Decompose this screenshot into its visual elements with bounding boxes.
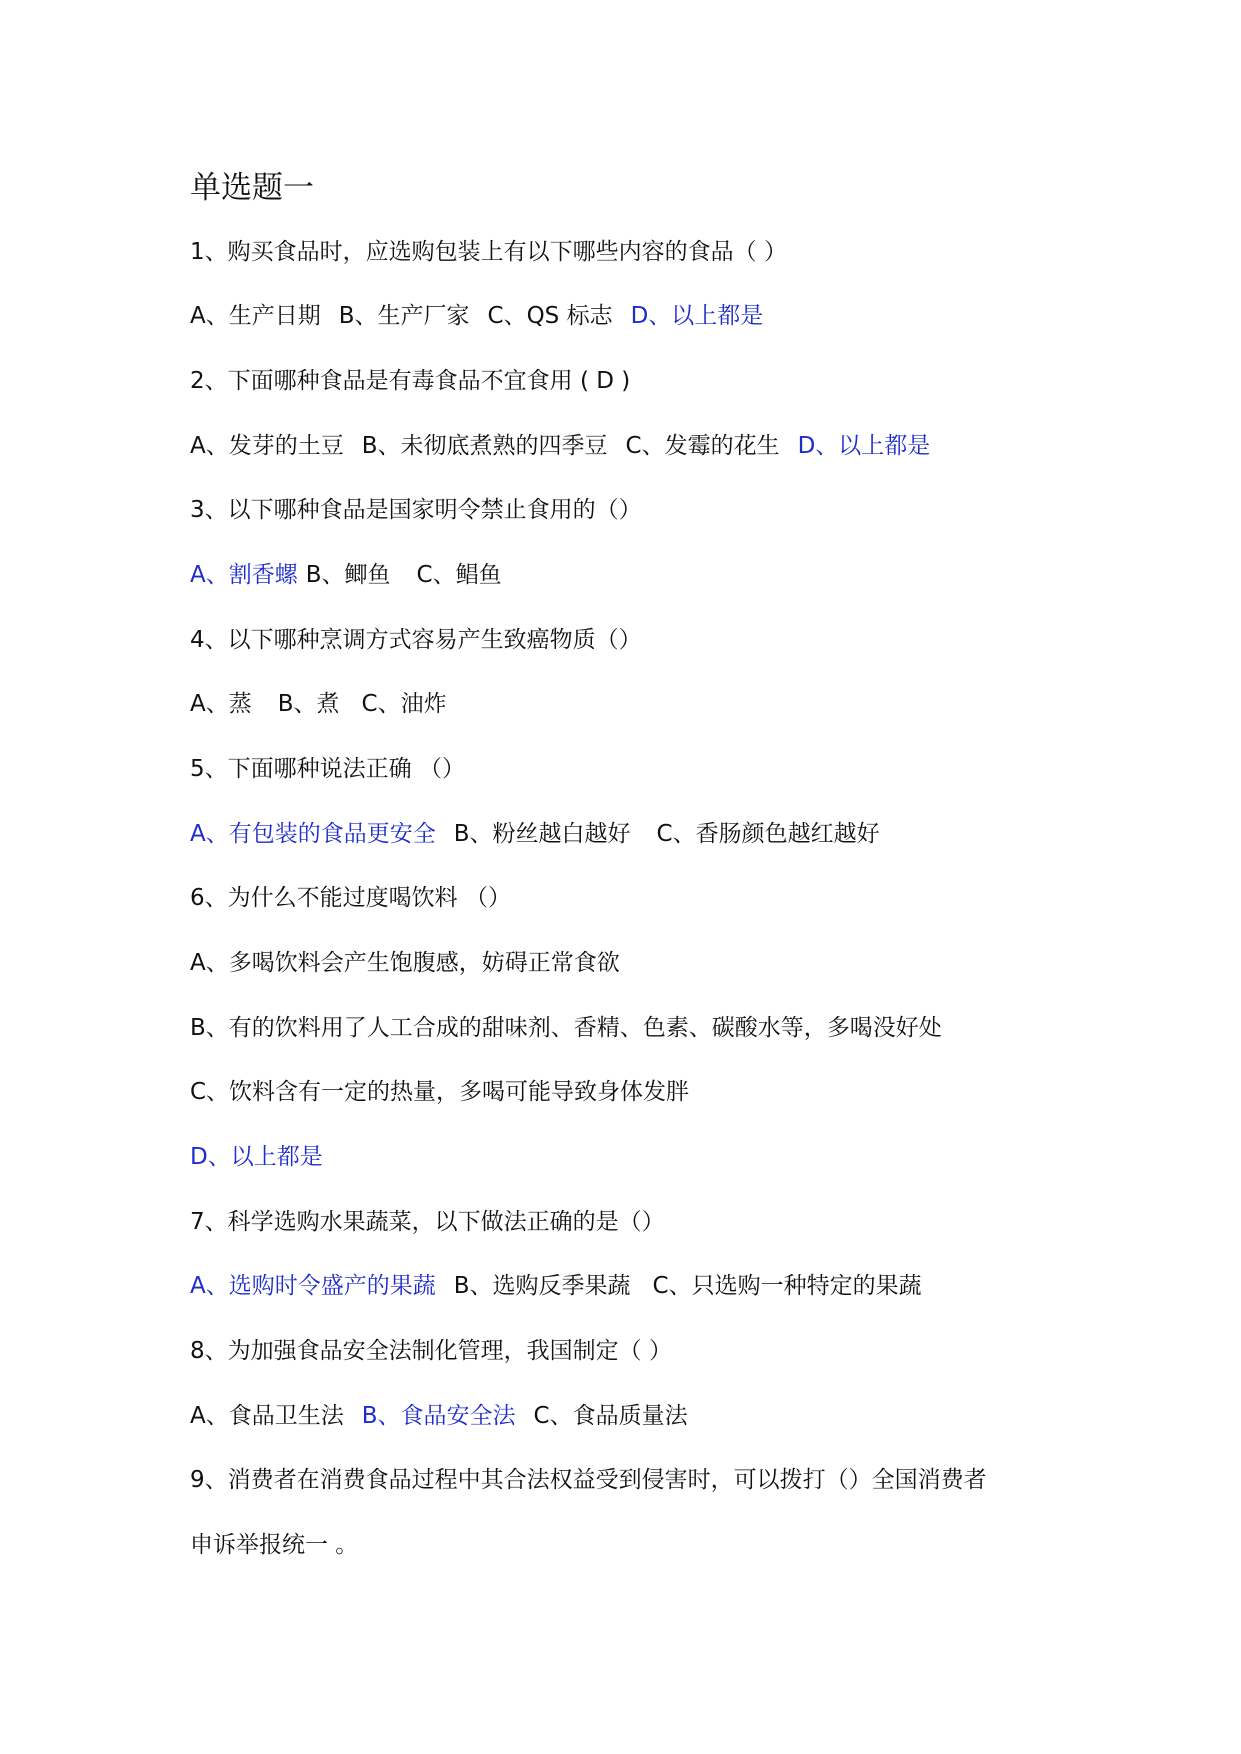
question-7-stem: 7、科学选购水果蔬菜，以下做法正确的是（） bbox=[190, 1209, 665, 1235]
question-2-stem: 2、下面哪种食品是有毒食品不宜食用 ( D ) bbox=[190, 368, 631, 394]
q8-option-b-answer: B、食品安全法 bbox=[361, 1403, 516, 1429]
q8-option-c: C、食品质量法 bbox=[533, 1403, 688, 1429]
q8-option-a: A、食品卫生法 bbox=[190, 1403, 344, 1429]
q6-option-b: B、有的饮料用了人工合成的甜味剂、香精、色素、碳酸水等，多喝没好处 bbox=[190, 1015, 942, 1041]
question-4-stem: 4、以下哪种烹调方式容易产生致癌物质（） bbox=[190, 627, 642, 653]
page-title: 单选题一 bbox=[190, 170, 314, 206]
q2-option-d-answer: D、以上都是 bbox=[797, 433, 931, 459]
q5-option-b: B、粉丝越白越好 bbox=[453, 821, 631, 847]
question-5-stem: 5、下面哪种说法正确 （） bbox=[190, 756, 465, 782]
question-6-stem: 6、为什么不能过度喝饮料 （） bbox=[190, 885, 511, 911]
question-1-options bbox=[190, 300, 763, 332]
question-9-stem-line-2: 申诉举报统一 。 bbox=[190, 1532, 359, 1558]
q7-option-a-answer: A、选购时令盛产的果蔬 bbox=[190, 1273, 436, 1299]
q4-option-a: A、蒸 bbox=[190, 691, 252, 717]
q1-option-a: A、生产日期 bbox=[190, 303, 321, 329]
q2-option-a: A、发芽的土豆 bbox=[190, 433, 344, 459]
q3-option-a-answer: A、割香螺 bbox=[190, 562, 298, 588]
q1-option-c: C、QS 标志 bbox=[487, 303, 613, 329]
question-7-options bbox=[190, 1270, 922, 1302]
question-8-options bbox=[190, 1400, 688, 1432]
q7-option-c: C、只选购一种特定的果蔬 bbox=[652, 1273, 922, 1299]
question-3-options bbox=[190, 559, 502, 591]
q1-option-d-answer: D、以上都是 bbox=[630, 303, 764, 329]
q3-option-b: B、鲫鱼 bbox=[305, 562, 391, 588]
q3-option-c: C、鲳鱼 bbox=[416, 562, 502, 588]
q6-option-a: A、多喝饮料会产生饱腹感，妨碍正常食欲 bbox=[190, 950, 620, 976]
q6-option-d-answer: D、以上都是 bbox=[190, 1144, 323, 1170]
question-5-options bbox=[190, 818, 880, 850]
q2-option-b: B、未彻底煮熟的四季豆 bbox=[361, 433, 608, 459]
question-8-stem: 8、为加强食品安全法制化管理，我国制定（ ） bbox=[190, 1338, 672, 1364]
q4-option-b: B、煮 bbox=[277, 691, 340, 717]
question-9-stem-line-1: 9、消费者在消费食品过程中其合法权益受到侵害时，可以拨打（）全国消费者 bbox=[190, 1467, 987, 1493]
q4-option-c: C、油炸 bbox=[361, 691, 447, 717]
question-1-stem: 1、购买食品时，应选购包装上有以下哪些内容的食品（ ） bbox=[190, 239, 787, 265]
question-2-options bbox=[190, 430, 930, 462]
q5-option-a-answer: A、有包装的食品更安全 bbox=[190, 821, 436, 847]
question-4-options bbox=[190, 688, 447, 720]
q7-option-b: B、选购反季果蔬 bbox=[453, 1273, 631, 1299]
question-3-stem: 3、以下哪种食品是国家明令禁止食用的（） bbox=[190, 497, 642, 523]
q2-option-c: C、发霉的花生 bbox=[625, 433, 780, 459]
q5-option-c: C、香肠颜色越红越好 bbox=[656, 821, 880, 847]
q6-option-c: C、饮料含有一定的热量，多喝可能导致身体发胖 bbox=[190, 1079, 690, 1105]
q1-option-b: B、生产厂家 bbox=[338, 303, 470, 329]
